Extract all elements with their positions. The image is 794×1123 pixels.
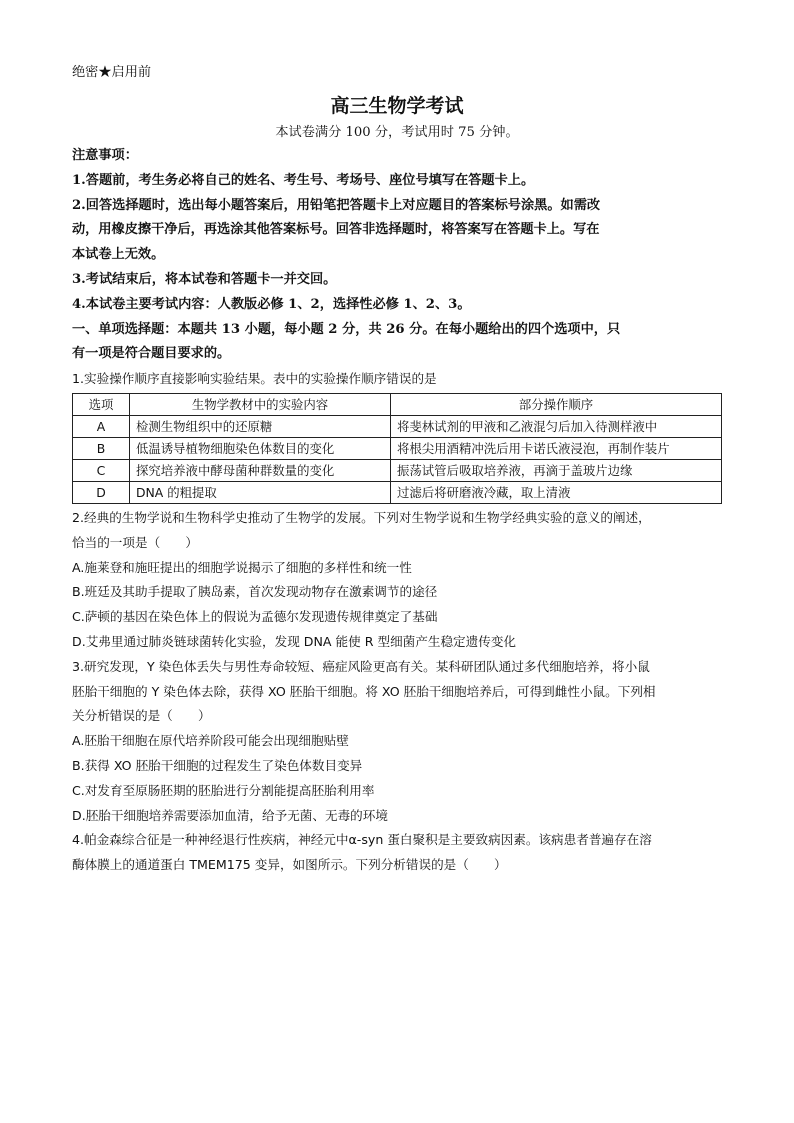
table-cell-steps: 将根尖用酒精冲洗后用卡诺氏液浸泡，再制作装片 bbox=[391, 437, 722, 459]
notice-item-2c: 本试卷上无效。 bbox=[72, 247, 165, 263]
table-cell-content: 探究培养液中酵母菌种群数量的变化 bbox=[130, 459, 391, 481]
q2-stem-line2: 恰当的一项是（ ） bbox=[72, 534, 198, 550]
q4-stem-line1: 4.帕金森综合征是一种神经退行性疾病，神经元中α-syn 蛋白聚积是主要致病因素。该病患者普遍存在溶 bbox=[72, 832, 652, 848]
table-header-option: 选项 bbox=[73, 393, 130, 415]
notice-item-2a: 2.回答选择题时，选出每小题答案后，用铅笔把答题卡上对应题目的答案标号涂黑。如需改 bbox=[72, 197, 601, 213]
q2-stem-line1: 2.经典的生物学说和生物科学史推动了生物学的发展。下列对生物学说和生物学经典实验的意义的阐述， bbox=[72, 509, 651, 525]
notice-item-1: 1.答题前，考生务必将自己的姓名、考生号、考场号、座位号填写在答题卡上。 bbox=[72, 172, 535, 188]
exam-title: 高三生物学考试 bbox=[330, 95, 464, 117]
q2-option-d: D.艾弗里通过肺炎链球菌转化实验，发现 DNA 能使 R 型细菌产生稳定遗传变化 bbox=[72, 633, 517, 649]
table-header-row bbox=[73, 393, 722, 415]
table-cell-content: 检测生物组织中的还原糖 bbox=[130, 415, 391, 437]
section1-heading-line1: 一、单项选择题：本题共 13 小题，每小题 2 分，共 26 分。在每小题给出的四个选项中，只 bbox=[72, 321, 621, 337]
table-cell-content: 低温诱导植物细胞染色体数目的变化 bbox=[130, 437, 391, 459]
q3-option-c: C.对发育至原肠胚期的胚胎进行分割能提高胚胎利用率 bbox=[72, 782, 375, 798]
table-cell-option: B bbox=[73, 437, 130, 459]
notice-item-2b: 动，用橡皮擦干净后，再选涂其他答案标号。回答非选择题时，将答案写在答题卡上。写在 bbox=[72, 222, 600, 238]
q1-table bbox=[72, 393, 722, 504]
q3-option-a: A.胚胎干细胞在原代培养阶段可能会出现细胞贴壁 bbox=[72, 733, 349, 749]
q1-stem: 1.实验操作顺序直接影响实验结果。表中的实验操作顺序错误的是 bbox=[72, 371, 437, 387]
section1-heading-line2: 有一项是符合题目要求的。 bbox=[72, 346, 231, 362]
q4-stem-line2: 酶体膜上的通道蛋白 TMEM175 变异，如图所示。下列分析错误的是（ ） bbox=[72, 857, 507, 873]
q3-stem-line2: 胚胎干细胞的 Y 染色体去除，获得 XO 胚胎干细胞。将 XO 胚胎干细胞培养后，可得到雌性小鼠。下列相 bbox=[72, 683, 656, 699]
table-cell-option: D bbox=[73, 481, 130, 503]
table-header-steps: 部分操作顺序 bbox=[391, 393, 722, 415]
table-cell-content: DNA 的粗提取 bbox=[130, 481, 391, 503]
q3-stem-line1: 3.研究发现，Y 染色体丢失与男性寿命较短、癌症风险更高有关。某科研团队通过多代细胞培养，将小鼠 bbox=[72, 658, 650, 674]
table-row bbox=[73, 415, 722, 437]
table-row bbox=[73, 437, 722, 459]
table-cell-steps: 将斐林试剂的甲液和乙液混匀后加入待测样液中 bbox=[391, 415, 722, 437]
exam-page bbox=[72, 62, 722, 878]
notice-heading: 注意事项： bbox=[72, 148, 138, 163]
table-cell-steps: 过滤后将研磨液冷藏，取上清液 bbox=[391, 481, 722, 503]
q3-stem-line3: 关分析错误的是（ ） bbox=[72, 708, 211, 724]
table-cell-steps: 振荡试管后吸取培养液，再滴于盖玻片边缘 bbox=[391, 459, 722, 481]
exam-subtitle: 本试卷满分 100 分，考试用时 75 分钟。 bbox=[275, 125, 519, 140]
table-row bbox=[73, 459, 722, 481]
confidential-mark: 绝密★启用前 bbox=[72, 65, 152, 80]
table-header-content: 生物学教材中的实验内容 bbox=[130, 393, 391, 415]
q2-option-a: A.施莱登和施旺提出的细胞学说揭示了细胞的多样性和统一性 bbox=[72, 559, 412, 575]
q2-option-b: B.班廷及其助手提取了胰岛素，首次发现动物存在激素调节的途径 bbox=[72, 584, 438, 600]
table-cell-option: A bbox=[73, 415, 130, 437]
notice-item-4: 4.本试卷主要考试内容：人教版必修 1、2，选择性必修 1、2、3。 bbox=[72, 296, 471, 312]
q2-option-c: C.萨顿的基因在染色体上的假说为孟德尔发现遗传规律奠定了基础 bbox=[72, 609, 438, 625]
q3-option-b: B.获得 XO 胚胎干细胞的过程发生了染色体数目变异 bbox=[72, 757, 363, 773]
table-row bbox=[73, 481, 722, 503]
q3-option-d: D.胚胎干细胞培养需要添加血清，给予无菌、无毒的环境 bbox=[72, 807, 388, 823]
notice-item-3: 3.考试结束后，将本试卷和答题卡一并交回。 bbox=[72, 271, 337, 287]
table-cell-option: C bbox=[73, 459, 130, 481]
